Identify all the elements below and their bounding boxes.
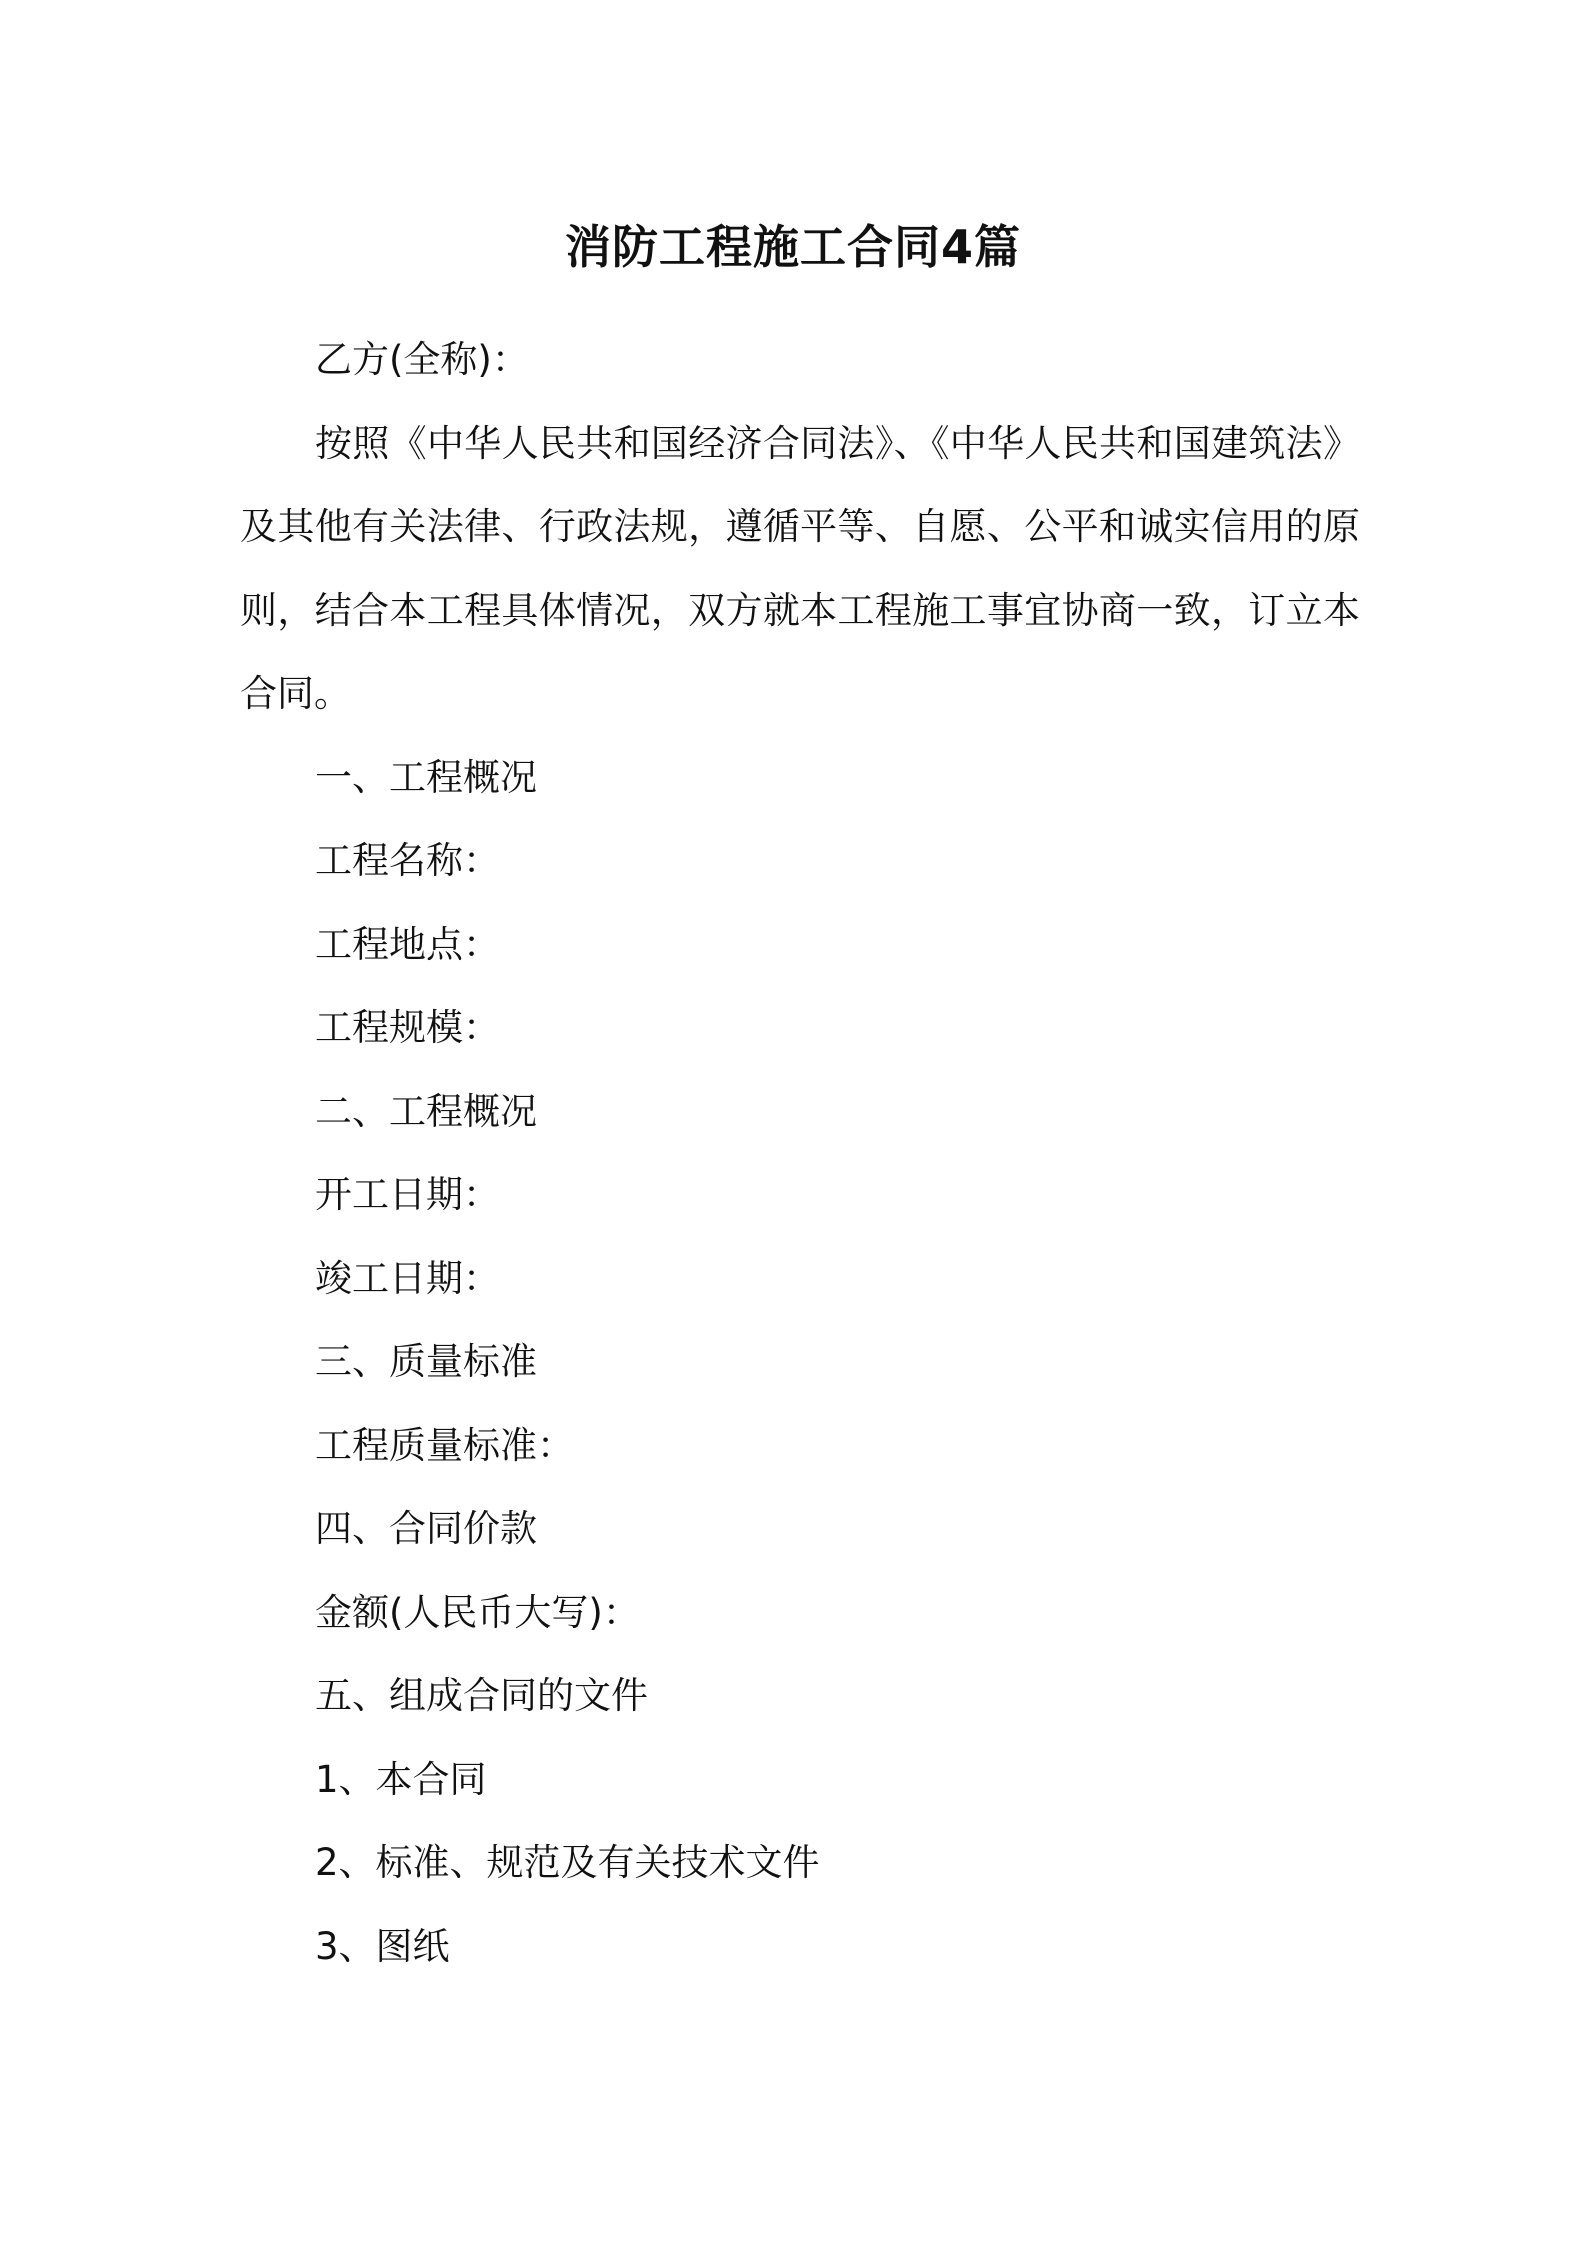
section-heading: 二、工程概况 — [315, 1089, 537, 1133]
intro-paragraph-line: 按照《中华人民共和国经济合同法》、《中华人民共和国建筑法》 — [315, 421, 1360, 465]
intro-paragraph-line: 合同。 — [240, 672, 351, 715]
document-title: 消防工程施工合同4篇 — [564, 220, 1021, 274]
start-date-field: 开工日期： — [315, 1173, 500, 1216]
section-heading: 一、工程概况 — [315, 755, 537, 799]
contract-document-item: 2、标准、规范及有关技术文件 — [315, 1841, 820, 1884]
section-heading: 三、质量标准 — [315, 1340, 537, 1383]
intro-paragraph-line: 及其他有关法律、行政法规，遵循平等、自愿、公平和诚实信用的原 — [240, 505, 1360, 548]
quality-standard-field: 工程质量标准： — [315, 1423, 574, 1467]
party-b-label: 乙方(全称)： — [315, 338, 529, 381]
project-scale-field: 工程规模： — [315, 1006, 500, 1049]
section-heading: 五、组成合同的文件 — [315, 1674, 648, 1717]
completion-date-field: 竣工日期： — [315, 1256, 500, 1300]
contract-document-item: 3、图纸 — [315, 1924, 450, 1968]
contract-amount-field: 金额(人民币大写)： — [315, 1590, 640, 1634]
document-body — [240, 318, 1360, 1988]
section-heading: 四、合同价款 — [315, 1507, 537, 1550]
project-location-field: 工程地点： — [315, 922, 500, 966]
intro-paragraph-line: 则，结合本工程具体情况，双方就本工程施工事宜协商一致，订立本 — [240, 588, 1360, 632]
contract-document-item: 1、本合同 — [315, 1757, 487, 1801]
project-name-field: 工程名称： — [315, 839, 500, 882]
